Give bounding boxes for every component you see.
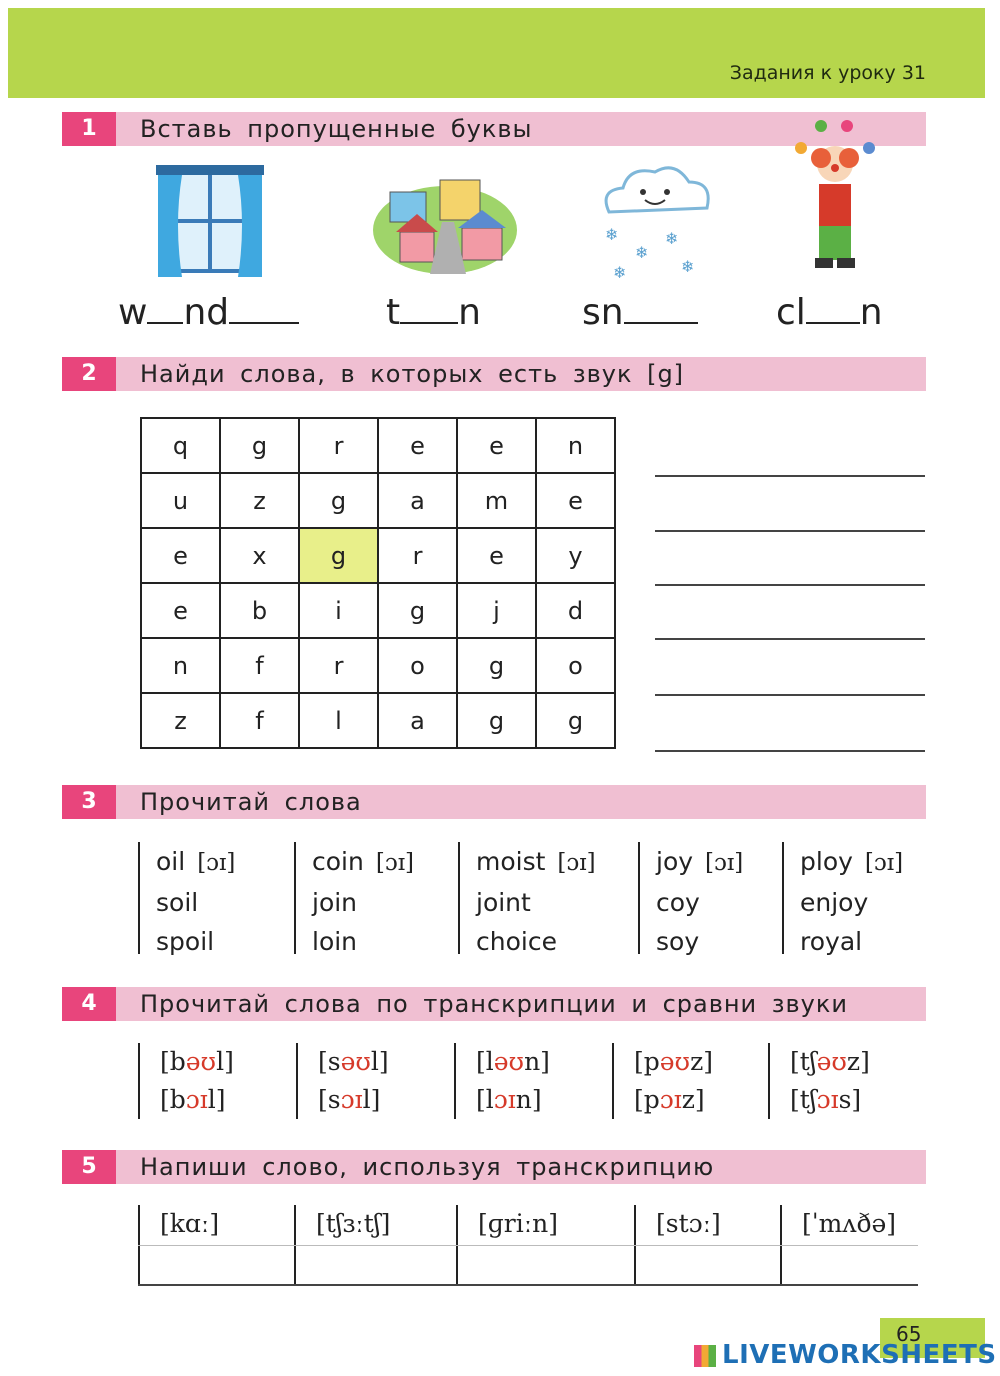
snow-cloud-icon (595, 160, 715, 285)
grid-cell[interactable]: f (220, 693, 299, 748)
grid-cell[interactable]: n (141, 638, 220, 693)
svg-text:❄: ❄ (665, 229, 679, 248)
word-part: t (386, 292, 401, 333)
page-header-title: Задания к уроку 31 (729, 62, 926, 84)
grid-cell[interactable]: o (378, 638, 457, 693)
transcription-column (612, 1043, 768, 1119)
clown-icon (785, 118, 885, 283)
word-part: w (118, 292, 148, 333)
svg-text:❄: ❄ (635, 243, 649, 262)
answer-line[interactable] (655, 530, 925, 532)
task-1-instruction: Вставь пропущенные буквы (140, 115, 533, 143)
word-search-grid (140, 417, 616, 749)
word: enjoy (800, 888, 869, 917)
transcription-top: [bəʊl] (160, 1047, 234, 1076)
write-divider (138, 1245, 918, 1246)
task-3-number: 3 (62, 785, 116, 819)
svg-text:❄: ❄ (605, 225, 619, 244)
transcription-column (296, 1043, 454, 1119)
grid-cell[interactable]: d (536, 583, 615, 638)
word: soil (156, 888, 199, 917)
grid-cell[interactable]: r (299, 418, 378, 473)
grid-cell[interactable]: u (141, 473, 220, 528)
grid-cell[interactable]: e (141, 528, 220, 583)
task-4-number: 4 (62, 987, 116, 1021)
answer-line[interactable] (655, 584, 925, 586)
word: choice (476, 927, 557, 956)
word: joy (656, 847, 694, 876)
grid-row (141, 583, 615, 638)
grid-cell[interactable]: a (378, 693, 457, 748)
grid-cell[interactable]: z (141, 693, 220, 748)
word-part: n (859, 292, 883, 333)
grid-cell[interactable]: e (536, 473, 615, 528)
answer-line[interactable] (655, 475, 925, 477)
read-words-table (138, 842, 924, 954)
task-5-number: 5 (62, 1150, 116, 1184)
transcription-bottom: [bɔɪl] (160, 1085, 226, 1114)
word-column (458, 842, 638, 954)
word: oil (156, 847, 186, 876)
blank-slot[interactable] (806, 296, 860, 324)
grid-cell[interactable]: z (220, 473, 299, 528)
grid-cell[interactable]: e (457, 528, 536, 583)
liveworksheets-logo: LIVEWORKSHEETS (694, 1340, 997, 1370)
compare-sounds-table (138, 1043, 910, 1119)
task-1-number: 1 (62, 112, 116, 146)
write-baseline (138, 1284, 918, 1286)
sound-transcription: [ɔɪ] (864, 850, 904, 876)
transcription-top: [tʃəʊz] (790, 1047, 870, 1076)
word-column (638, 842, 782, 954)
grid-row (141, 473, 615, 528)
word: loin (312, 927, 358, 956)
grid-cell[interactable]: b (220, 583, 299, 638)
transcription-top: [səʊl] (318, 1047, 389, 1076)
sound-transcription: [ɔɪ] (375, 850, 415, 876)
word-part: nd (183, 292, 230, 333)
grid-cell[interactable]: q (141, 418, 220, 473)
grid-cell[interactable]: n (536, 418, 615, 473)
grid-cell[interactable]: g (378, 583, 457, 638)
grid-cell[interactable]: g (536, 693, 615, 748)
word-column (138, 842, 294, 954)
grid-cell[interactable]: e (378, 418, 457, 473)
grid-cell[interactable]: r (299, 638, 378, 693)
blank-slot[interactable] (624, 296, 698, 324)
word-part: sn (582, 292, 624, 333)
transcription-column (768, 1043, 910, 1119)
grid-cell[interactable]: f (220, 638, 299, 693)
transcription: [kɑː] (160, 1209, 220, 1238)
blank-slot[interactable] (229, 296, 299, 324)
word: coy (656, 888, 700, 917)
svg-text:❄: ❄ (681, 257, 695, 276)
header-band (8, 8, 985, 98)
transcription-top: [pəʊz] (634, 1047, 714, 1076)
answer-line[interactable] (655, 638, 925, 640)
transcription: [stɔː] (656, 1209, 721, 1238)
grid-cell[interactable]: x (220, 528, 299, 583)
sound-transcription: [ɔɪ] (705, 850, 744, 876)
grid-cell[interactable]: i (299, 583, 378, 638)
word: ploy (800, 847, 853, 876)
grid-cell[interactable]: a (378, 473, 457, 528)
transcription-bottom: [pɔɪz] (634, 1085, 705, 1114)
window-icon (156, 165, 264, 280)
word: spoil (156, 927, 215, 956)
grid-cell[interactable]: g (457, 638, 536, 693)
grid-cell[interactable]: j (457, 583, 536, 638)
grid-cell[interactable]: y (536, 528, 615, 583)
grid-row (141, 528, 615, 583)
town-icon (370, 170, 520, 275)
transcription: [ɡriːn] (478, 1209, 558, 1238)
grid-row (141, 418, 615, 473)
task-4-instruction: Прочитай слова по транскрипции и сравни звуки (140, 990, 848, 1018)
task-4-bar (62, 987, 926, 1021)
blank-word-window (118, 292, 299, 333)
transcription: [tʃɜːtʃ] (316, 1209, 391, 1238)
word-part: n (458, 292, 481, 333)
grid-cell[interactable]: m (457, 473, 536, 528)
word-column (294, 842, 458, 954)
word: join (312, 888, 358, 917)
word: royal (800, 927, 863, 956)
grid-row (141, 638, 615, 693)
grid-cell[interactable]: l (299, 693, 378, 748)
page-number: 65 (896, 1322, 922, 1346)
grid-cell[interactable]: o (536, 638, 615, 693)
answer-line[interactable] (655, 750, 925, 752)
word: soy (656, 927, 700, 956)
task-2-instruction: Найди слова, в которых есть звук [g] (140, 360, 685, 388)
word-part: cl (776, 292, 806, 333)
task-2-bar (62, 357, 926, 391)
word-column (782, 842, 924, 954)
grid-row (141, 693, 615, 748)
blank-word-town (386, 292, 481, 333)
grid-cell[interactable]: g (220, 418, 299, 473)
task-3-instruction: Прочитай слова (140, 788, 362, 816)
grid-cell[interactable]: e (457, 418, 536, 473)
answer-line[interactable] (655, 694, 925, 696)
word: coin (312, 847, 364, 876)
transcription-bottom: [tʃɔɪs] (790, 1085, 862, 1114)
svg-text:❄: ❄ (613, 263, 627, 282)
blank-slot[interactable] (400, 296, 458, 324)
sound-transcription: [ɔɪ] (197, 850, 236, 876)
blank-word-clown (776, 292, 883, 333)
transcription-bottom: [sɔɪl] (318, 1085, 381, 1114)
task-5-bar (62, 1150, 926, 1184)
logo-icon (694, 1345, 716, 1367)
sound-transcription: [ɔɪ] (557, 850, 596, 876)
transcription-top: [ləʊn] (476, 1047, 550, 1076)
grid-cell[interactable]: e (141, 583, 220, 638)
word: joint (476, 888, 531, 917)
grid-cell-highlighted[interactable]: g (299, 528, 378, 583)
task-5-instruction: Напиши слово, используя транскрипцию (140, 1153, 715, 1181)
grid-cell[interactable]: g (457, 693, 536, 748)
transcription-column (138, 1043, 296, 1119)
word: moist (476, 847, 546, 876)
transcription: [ˈmʌðə] (802, 1209, 897, 1238)
blank-slot[interactable] (147, 296, 183, 324)
blank-word-snow (582, 292, 698, 333)
task-2-number: 2 (62, 357, 116, 391)
grid-cell[interactable]: r (378, 528, 457, 583)
transcription-bottom: [lɔɪn] (476, 1085, 542, 1114)
grid-cell[interactable]: g (299, 473, 378, 528)
transcription-column (454, 1043, 612, 1119)
task-3-bar (62, 785, 926, 819)
